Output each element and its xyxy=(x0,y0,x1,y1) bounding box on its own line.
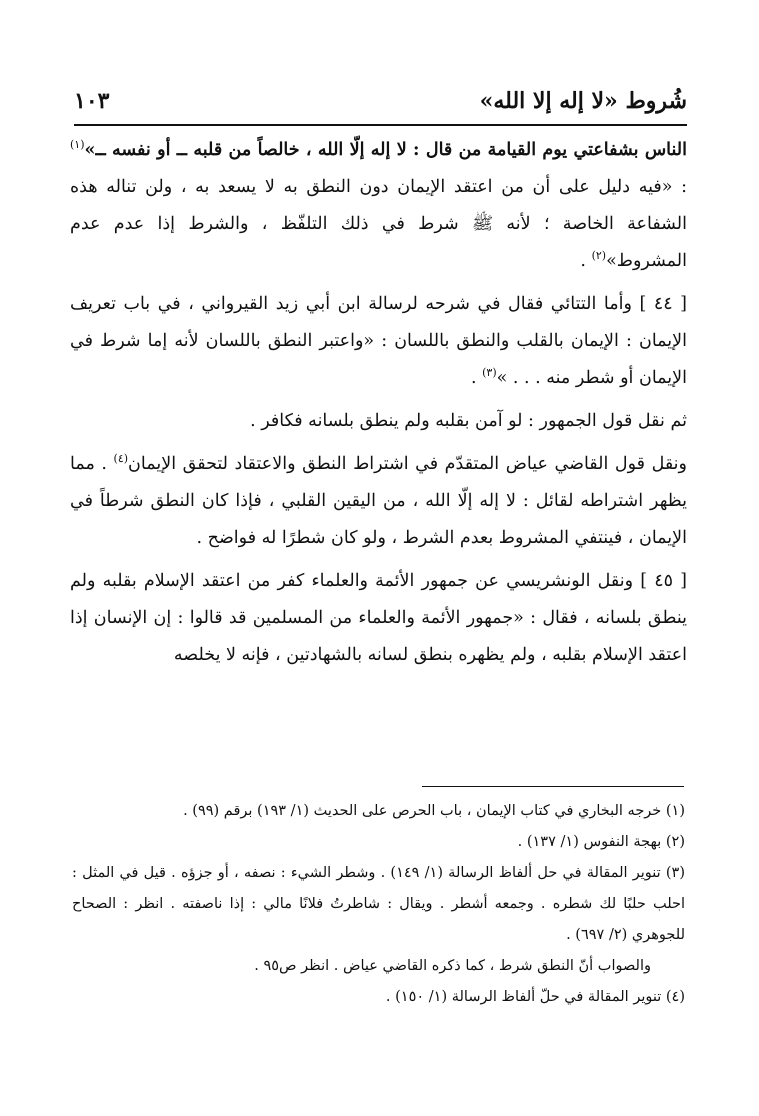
footnote-ref-1: (١) xyxy=(70,138,85,152)
footnote-2: (٢) بهجة النفوس (١/ ١٣٧) . xyxy=(517,834,685,850)
footnotes xyxy=(72,796,685,1013)
header-rule xyxy=(74,124,687,126)
footnote-3: (٣) تنوير المقالة في حل ألفاظ الرسالة (١/ ١٤٩) . وشطر الشيء : نصفه ، أو جزؤه . قيل في المثل : احلب حلبًا لك شطره . وجمعه أشطر . ويقال : شاطرتُ فلانًا مالي : إذا ناصفته . انظر : الصحاح للجوهري (٢/ ٦٩٧) . xyxy=(72,865,685,943)
page-number: ١٠٣ xyxy=(74,88,110,114)
paragraph-45: [ ٤٥ ] ونقل الونشريسي عن جمهور الأئمة والعلماء كفر من اعتقد الإسلام بقلبه ولم ينطق بلسانه ، فقال : «جمهور الأئمة والعلماء من المسلمين قد قالوا : إن الإنسان إذا اعتقد الإسلام بقلبه ، ولم يظهره بنطق لسانه بالشهادتين ، فإنه لا يخلصه xyxy=(70,571,688,665)
main-text xyxy=(70,132,687,674)
paragraph-text: [ ٤٤ ] وأما التتائي فقال في شرحه لرسالة ابن أبي زيد القيرواني ، في باب تعريف الإيمان : الإيمان بالقلب والنطق باللسان : «واعتبر النطق باللسان لأنه إما شرط في الإيمان أو شطر منه . . . » xyxy=(70,294,687,388)
footnote-ref-3: (٣) xyxy=(482,366,497,380)
paragraph-hadith-commentary: الناس بشفاعتي يوم القيامة من قال : لا إله إلّا الله ، خالصاً من قلبه ــ أو نفسه ــ»$^{(١)}$ : «فيه دليل على أن من اعتقد الإيمان دون النطق به لا يسعد به ، ولن تناله هذه الشفاعة الخاصة ؛ لأنه ﷺ شرط في ذلك التلفّظ ، والشرط إذا عدم عدم المشروط»$^{(٢)}$ . xyxy=(70,138,687,271)
footnote-1: (١) خرجه البخاري في كتاب الإيمان ، باب الحرص على الحديث (١/ ١٩٣) برقم (٩٩) . xyxy=(183,803,685,819)
footnote-ref-2: (٢) xyxy=(591,249,607,263)
footnote-ref-4: (٤) xyxy=(113,452,129,466)
paragraph-text-continued: . مما يظهر اشتراطه لقائل : لا إله إلّا الله ، من اليقين القلبي ، فإذا كان النطق شرطاً في الإيمان ، فينتفي المشروط بعدم الشرط ، ولو كان شطرًا له فواضح . xyxy=(70,454,687,548)
running-title: شُروط «لا إله إلا الله» xyxy=(479,88,687,114)
paragraph-qadi-iyad xyxy=(70,446,687,557)
paragraph-jumhur: ثم نقل قول الجمهور : لو آمن بقلبه ولم ينطق بلسانه فكافر . xyxy=(250,411,687,431)
hadith-quote: الناس بشفاعتي يوم القيامة من قال : لا إله إلّا الله ، خالصاً من قلبه ــ أو نفسه ــ» xyxy=(84,140,687,160)
footnote-separator xyxy=(422,786,684,787)
paragraph-text: : «فيه دليل على أن من اعتقد الإيمان دون النطق به لا يسعد به ، ولن تناله هذه الشفاعة الخاصة ؛ لأنه ﷺ شرط في ذلك التلفّظ ، والشرط إذا عدم عدم المشروط» xyxy=(70,177,687,271)
footnote-3-continuation: والصواب أنّ النطق شرط ، كما ذكره القاضي عياض . انظر ص٩٥ . xyxy=(254,958,651,974)
paragraph-44: [ ٤٤ ] وأما التتائي فقال في شرحه لرسالة ابن أبي زيد القيرواني ، في باب تعريف الإيمان : الإيمان بالقلب والنطق باللسان : «واعتبر النطق باللسان لأنه إما شرط في الإيمان أو شطر منه . . . »$^{(٣)}$ . xyxy=(70,294,687,388)
footnote-4: (٤) تنوير المقالة في حلّ ألفاظ الرسالة (١/ ١٥٠) . xyxy=(385,989,685,1005)
page-header xyxy=(74,82,687,120)
paragraph-text: ونقل قول القاضي عياض المتقدّم في اشتراط النطق والاعتقاد لتحقق الإيمان xyxy=(128,454,687,474)
